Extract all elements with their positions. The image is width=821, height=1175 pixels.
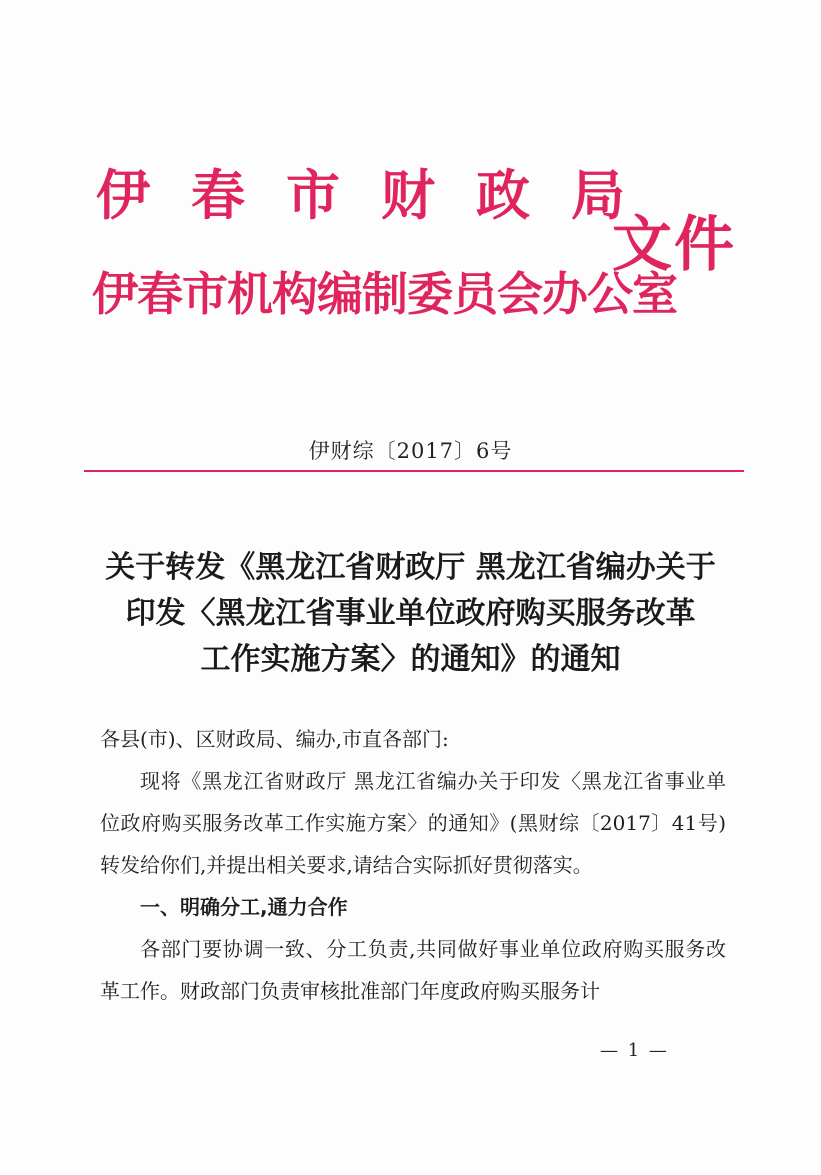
section-heading-1: 一、明确分工,通力合作 (140, 895, 348, 919)
title-line-2: 印发〈黑龙江省事业单位政府购买服务改革 (125, 596, 696, 631)
title-line-1: 关于转发《黑龙江省财政厅 黑龙江省编办关于 (105, 550, 716, 585)
document-title (0, 545, 821, 683)
paragraph-intro: 现将《黑龙江省财政厅 黑龙江省编办关于印发〈黑龙江省事业单位政府购买服务改革工作实施方案〉的通知》(黑财综〔2017〕41号)转发给你们,并提出相关要求,请结合实际抓好贯彻落实。 (100, 769, 726, 877)
document-type-label: 文件 (612, 210, 736, 280)
page-number: — 1 — (600, 1040, 669, 1061)
issuer-staffing-office: 伊春市机构编制委员会办公室 (92, 267, 677, 321)
issuer-finance-bureau: 伊春市财政局 (96, 163, 666, 227)
title-line-3: 工作实施方案〉的通知》的通知 (200, 642, 621, 677)
document-body (100, 718, 726, 1012)
salutation: 各县(市)、区财政局、编办,市直各部门: (100, 727, 449, 751)
paragraph-section-1: 各部门要协调一致、分工负责,共同做好事业单位政府购买服务改革工作。财政部门负责审核批准部门年度政府购买服务计 (100, 937, 726, 1003)
document-number: 伊财综〔2017〕6号 (308, 439, 513, 463)
red-divider-line (84, 470, 744, 472)
